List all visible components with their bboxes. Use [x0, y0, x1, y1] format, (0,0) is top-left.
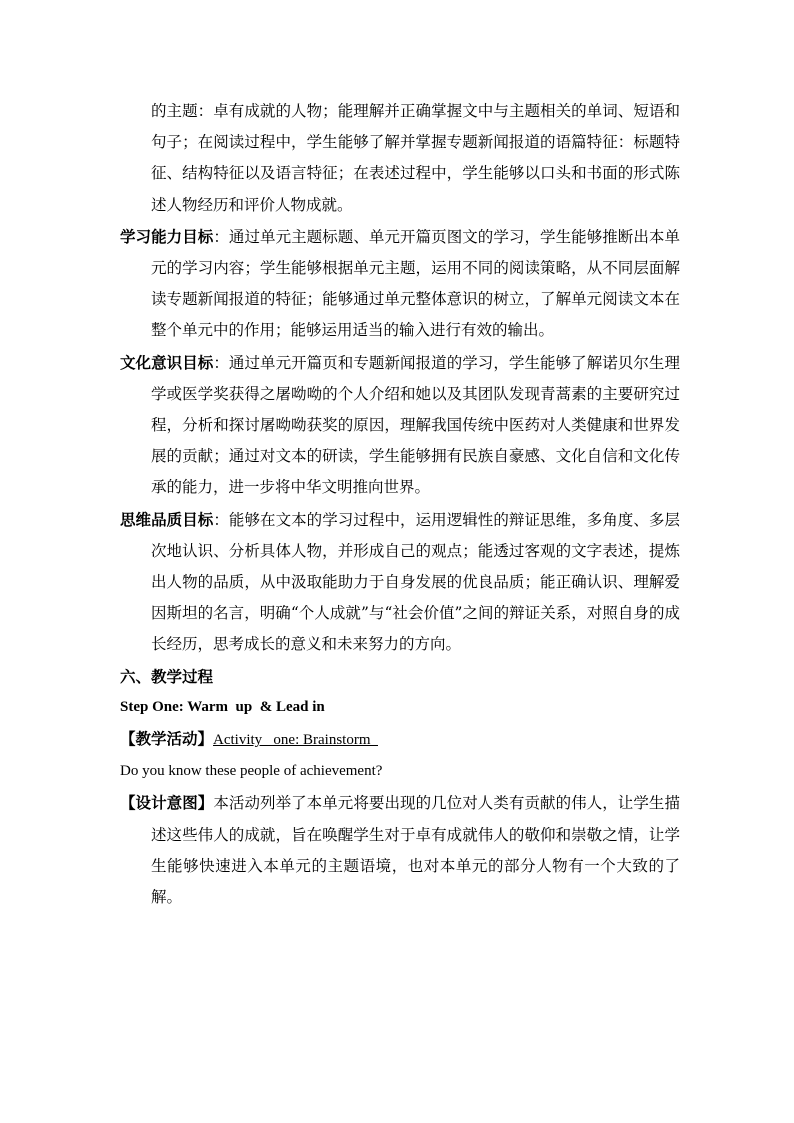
activity-line: [120, 723, 680, 756]
section-heading: 六、教学过程: [120, 666, 214, 686]
goal-text: ：通过单元开篇页和专题新闻报道的学习，学生能够了解诺贝尔生理学或医学奖获得之屠呦呦的个人介绍和她以及其团队发现青蒿素的主要研究过程，分析和探讨屠呦呦获奖的原因，理解我国传统中医药对人类健康和世界发展的贡献；通过对文本的研读，学生能够拥有民族自豪感、文化自信和文化传承的能力，进一步将中华文明推向世界。: [151, 353, 680, 497]
activity-label: 【教学活动】: [120, 729, 214, 749]
design-text: 本活动列举了本单元将要出现的几位对人类有贡献的伟人，让学生描述这些伟人的成就，旨在唤醒学生对于卓有成就伟人的敬仰和崇敬之情，让学生能够快速进入本单元的主题语境，也对本单元的部分人物有一个大致的了解。: [151, 794, 680, 907]
goal-thinking-quality: [120, 504, 680, 661]
activity-title: Activity one: Brainstorm: [213, 732, 378, 749]
goal-cultural-awareness: [120, 347, 680, 504]
intro-continuation: 的主题：卓有成就的人物；能理解并正确掌握文中与主题相关的单词、短语和句子；在阅读过程中，学生能够了解并掌握专题新闻报道的语篇特征：标题特征、结构特征以及语言特征；在表述过程中，学生能够以口头和书面的形式陈述人物经历和评价人物成就。: [151, 102, 680, 214]
goal-text: ：通过单元主题标题、单元开篇页图文的学习，学生能够推断出本单元的学习内容；学生能够根据单元主题，运用不同的阅读策略，从不同层面解读专题新闻报道的特征；能够通过单元整体意识的树立，了解单元阅读文本在整个单元中的作用；能够运用适当的输入进行有效的输出。: [151, 227, 680, 340]
step-heading: Step One: Warm up & Lead in: [120, 698, 325, 715]
goal-label: 文化意识目标: [120, 352, 214, 372]
design-intent: [120, 787, 680, 913]
design-label: 【设计意图】: [120, 793, 214, 813]
document-body: [120, 96, 680, 913]
goal-learning-ability: [120, 221, 680, 347]
question-line: Do you know these people of achievement?: [120, 763, 383, 780]
goal-label: 思维品质目标: [120, 509, 214, 529]
goal-label: 学习能力目标: [120, 226, 214, 246]
goal-text: ：能够在文本的学习过程中，运用逻辑性的辩证思维，多角度、多层次地认识、分析具体人物，并形成自己的观点；能透过客观的文字表述，提炼出人物的品质，从中汲取能助力于自身发展的优良品质；能正确认识、理解爱因斯坦的名言，明确“个人成就”与“社会价值”之间的辩证关系，对照自身的成长经历，思考成长的意义和未来努力的方向。: [151, 510, 680, 654]
